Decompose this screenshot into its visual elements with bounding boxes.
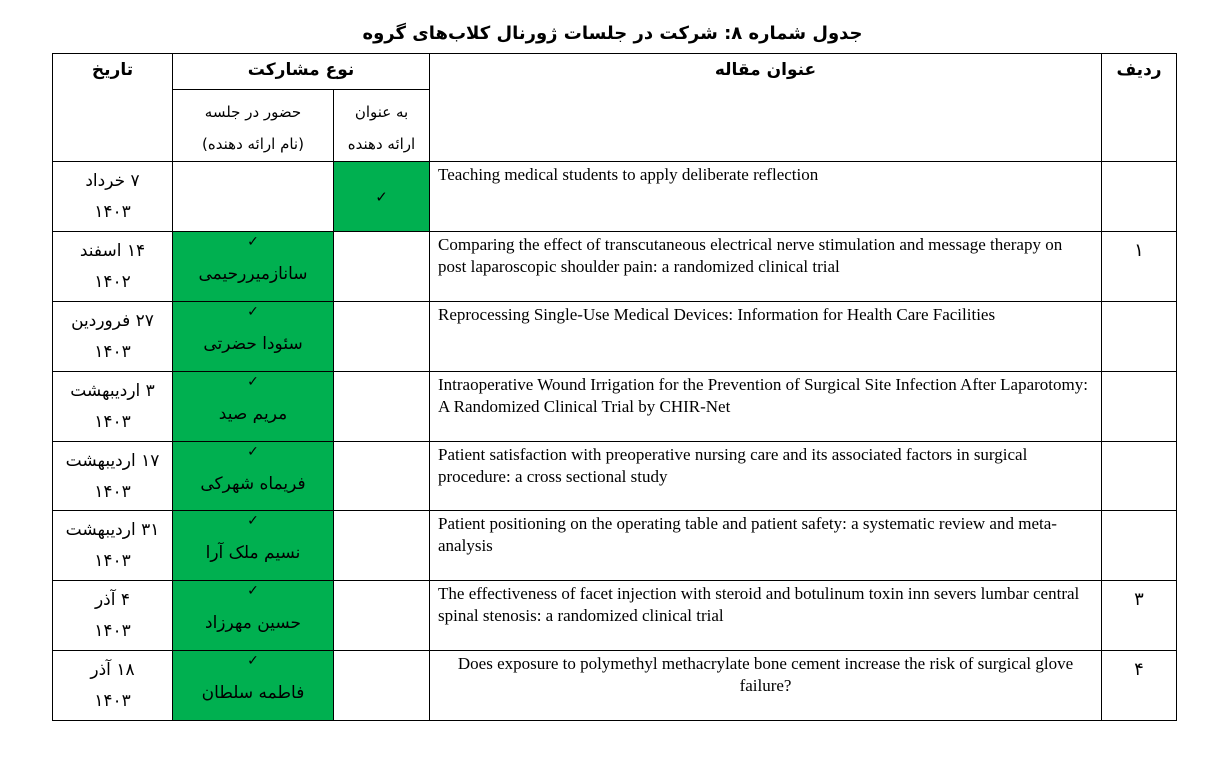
date-year: ۱۴۰۳ [94, 202, 131, 222]
attendee-header-line1: حضور در جلسه [204, 103, 302, 121]
presenter-cell [334, 162, 430, 232]
attendee-cell [173, 302, 334, 372]
attendee-header [173, 90, 334, 162]
session-date [53, 511, 173, 581]
check-icon: ✓ [247, 304, 259, 320]
presenter-cell [334, 511, 430, 581]
date-day-month: ۲۷ فروردین [71, 311, 154, 331]
attendee-cell [173, 372, 334, 442]
table-row [53, 442, 1177, 511]
presenter-name: سئودا حضرتی [203, 334, 303, 354]
date-day-month: ۷ خرداد [85, 171, 140, 191]
row-number: ۳ [1102, 581, 1177, 651]
table-row [53, 302, 1177, 372]
presenter-name: نسیم ملک آرا [205, 543, 301, 563]
check-icon: ✓ [247, 583, 259, 599]
session-date [53, 302, 173, 372]
check-icon: ✓ [247, 653, 259, 669]
article-title: Patient satisfaction with preoperative nursing care and its associated factors in surgical procedure: a cross sectional study [430, 442, 1102, 511]
attendee-cell [173, 651, 334, 721]
presenter-name: فریماه شهرکی [200, 474, 306, 494]
article-title-header: عنوان مقاله [430, 54, 1102, 162]
date-year: ۱۴۰۳ [94, 551, 131, 571]
journal-club-table [52, 53, 1177, 721]
attendee-cell [173, 442, 334, 511]
article-title: Comparing the effect of transcutaneous electrical nerve stimulation and message therapy on post laparoscopic shoulder pain: a randomized clinical trial [430, 232, 1102, 302]
check-icon: ✓ [375, 187, 388, 206]
header-row [53, 54, 1177, 90]
row-number: ۱ [1102, 232, 1177, 302]
row-number [1102, 372, 1177, 442]
table-body [53, 162, 1177, 721]
table-row [53, 162, 1177, 232]
date-day-month: ۳ اردیبهشت [70, 381, 155, 401]
attendee-header-line2: (نام ارائه دهنده) [202, 135, 304, 153]
check-icon: ✓ [247, 513, 259, 529]
date-year: ۱۴۰۳ [94, 691, 131, 711]
table-row [53, 232, 1177, 302]
row-number [1102, 302, 1177, 372]
presenter-cell [334, 232, 430, 302]
date-year: ۱۴۰۳ [94, 482, 131, 502]
table-row [53, 581, 1177, 651]
session-date [53, 581, 173, 651]
presenter-name: حسین مهرزاد [205, 613, 301, 633]
check-icon: ✓ [247, 374, 259, 390]
attendee-cell [173, 511, 334, 581]
table-row [53, 511, 1177, 581]
date-day-month: ۱۸ آذر [90, 660, 135, 680]
presenter-header-line2: ارائه دهنده [347, 135, 416, 153]
article-title: The effectiveness of facet injection with steroid and botulinum toxin inn severs lumbar central spinal stenosis: a randomized clinical trial [430, 581, 1102, 651]
attendee-cell [173, 232, 334, 302]
session-date [53, 372, 173, 442]
attendee-cell [173, 162, 334, 232]
presenter-cell [334, 372, 430, 442]
presenter-cell [334, 581, 430, 651]
participation-type-header: نوع مشارکت [173, 54, 430, 90]
row-number [1102, 511, 1177, 581]
row-number [1102, 162, 1177, 232]
date-year: ۱۴۰۳ [94, 412, 131, 432]
date-day-month: ۱۴ اسفند [79, 241, 146, 261]
session-date [53, 232, 173, 302]
presenter-cell [334, 651, 430, 721]
table-row [53, 372, 1177, 442]
presenter-header [334, 90, 430, 162]
date-day-month: ۴ آذر [94, 590, 131, 610]
presenter-name: فاطمه سلطان [201, 683, 305, 703]
article-title: Does exposure to polymethyl methacrylate bone cement increase the risk of surgical glove failure? [430, 651, 1102, 721]
presenter-name: سانازمیررحیمی [198, 264, 308, 284]
row-number [1102, 442, 1177, 511]
presenter-name: مریم صید [218, 404, 288, 424]
presenter-cell [334, 302, 430, 372]
session-date [53, 162, 173, 232]
table-row [53, 651, 1177, 721]
table-title: جدول شماره ۸: شرکت در جلسات ژورنال کلاب‌های گروه [362, 23, 863, 44]
article-title: Patient positioning on the operating table and patient safety: a systematic review and meta-analysis [430, 511, 1102, 581]
presenter-header-line1: به عنوان [354, 103, 409, 121]
session-date [53, 651, 173, 721]
check-icon: ✓ [247, 444, 259, 460]
date-year: ۱۴۰۳ [94, 621, 131, 641]
date-year: ۱۴۰۲ [94, 272, 131, 292]
session-date [53, 442, 173, 511]
article-title: Reprocessing Single-Use Medical Devices: Information for Health Care Facilities [430, 302, 1102, 372]
attendee-cell [173, 581, 334, 651]
radif-header: ردیف [1102, 54, 1177, 162]
article-title: Intraoperative Wound Irrigation for the Prevention of Surgical Site Infection After Laparotomy: A Randomized Clinical Trial by CHIR-Net [430, 372, 1102, 442]
date-header: تاریخ [53, 54, 173, 162]
row-number: ۴ [1102, 651, 1177, 721]
date-day-month: ۳۱ اردیبهشت [65, 520, 160, 540]
presenter-cell [334, 442, 430, 511]
check-icon: ✓ [247, 234, 259, 250]
article-title: Teaching medical students to apply deliberate reflection [430, 162, 1102, 232]
date-day-month: ۱۷ اردیبهشت [65, 451, 160, 471]
date-year: ۱۴۰۳ [94, 342, 131, 362]
